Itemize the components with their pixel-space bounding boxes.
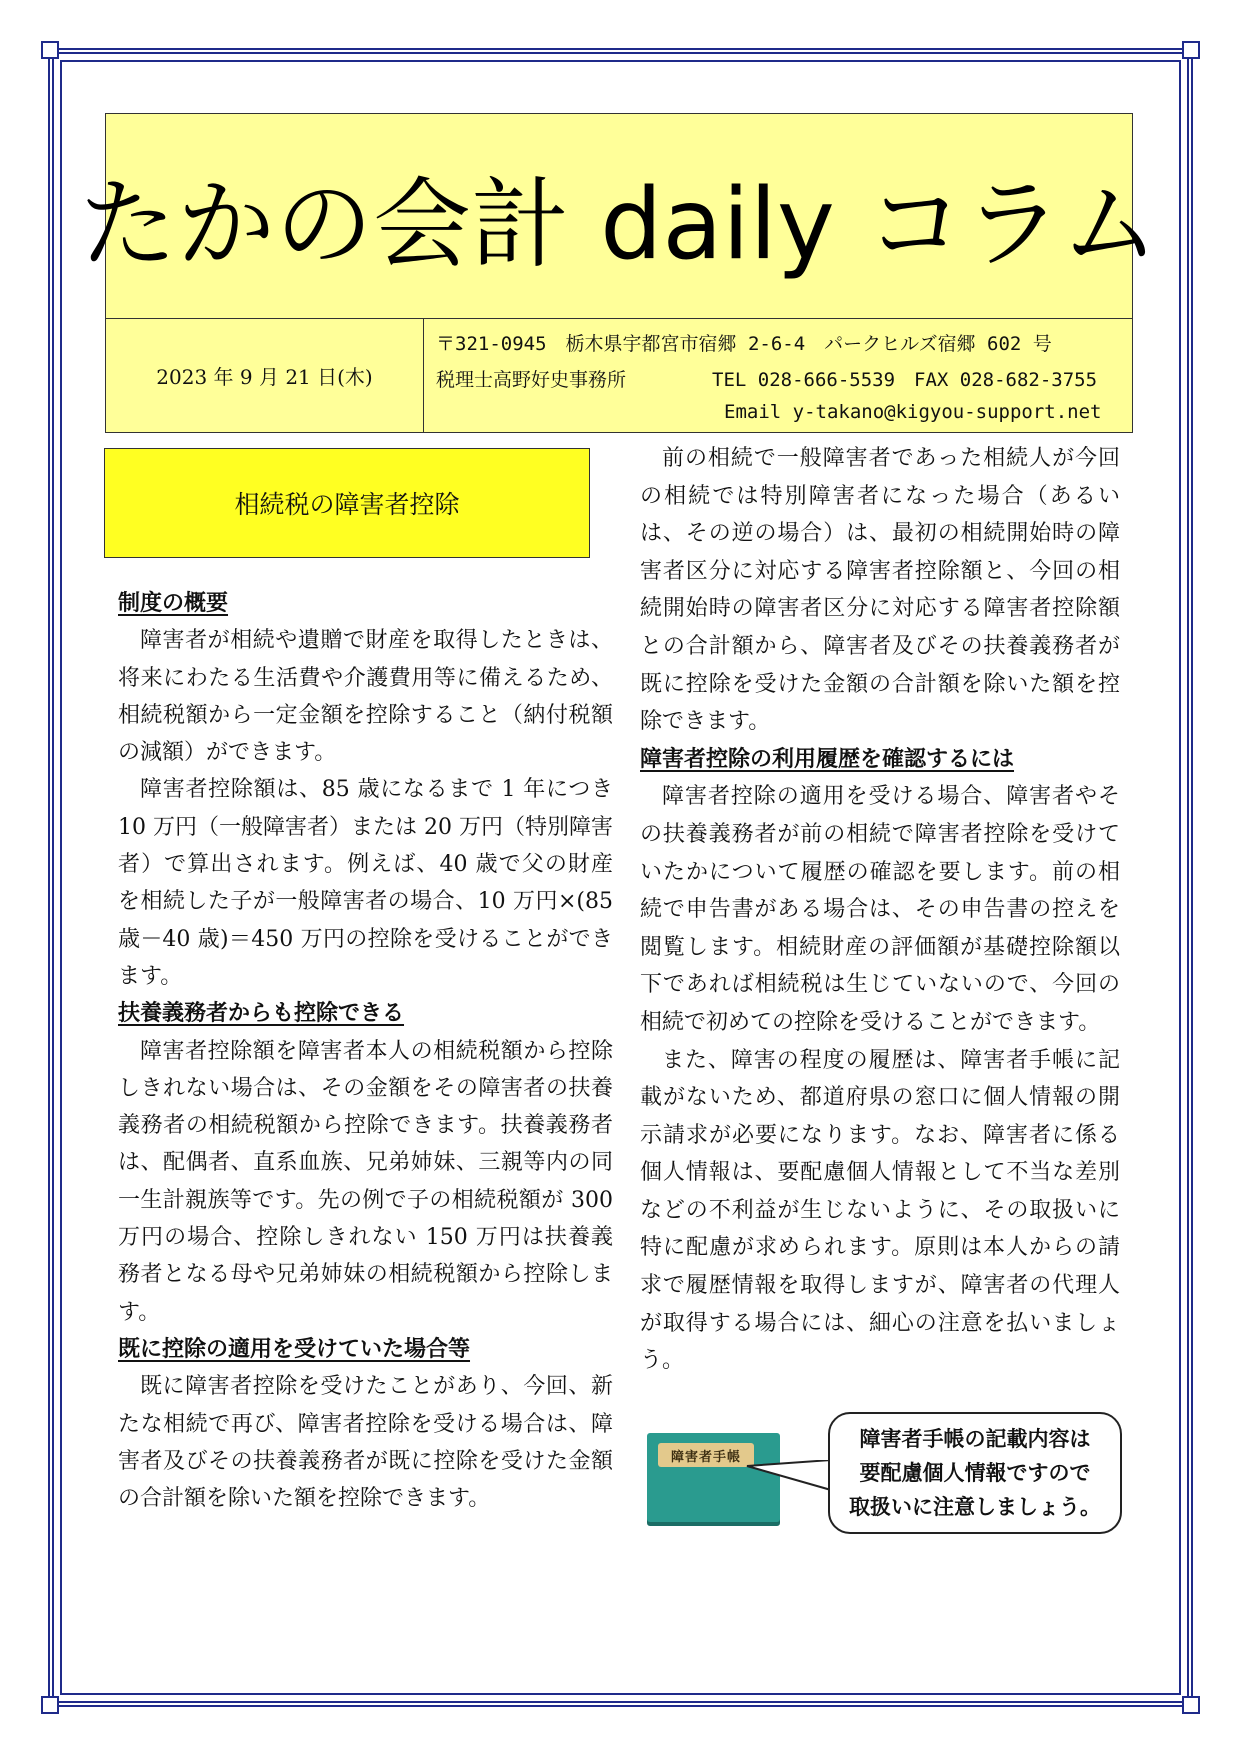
page-title: たかの会計 daily コラム [78, 167, 1160, 282]
border-corner-top-left [41, 41, 59, 59]
speech-bubble [828, 1412, 1122, 1534]
paragraph: 障害者控除額は、85 歳になるまで 1 年につき 10 万円（一般障害者）または 20 万円（特別障害者）で算出されます。例えば、40 歳で父の財産を相続した子が一般障害者の場合、10 万円×(85 歳－40 歳)＝450 万円の控除を受けることができます。 [118, 777, 613, 989]
paragraph: また、障害の程度の履歴は、障害者手帳に記載がないため、都道府県の窓口に個人情報の開示請求が必要になります。なお、障害者に係る個人情報は、要配慮個人情報として不当な差別などの不利益が生じないように、その取扱いに特に配慮が求められます。原則は本人からの請求で履歴情報を取得しますが、障害者の代理人が取得する場合には、細心の注意を払いましょう。 [640, 1047, 1120, 1374]
handbook-label: 障害者手帳 [658, 1443, 754, 1467]
paragraph: 前の相続で一般障害者であった相続人が今回の相続では特別障害者になった場合（あるいは、その逆の場合）は、最初の相続開始時の障害者区分に対応する障害者控除額と、今回の相続開始時の障害者区分に対応する障害者控除額との合計額から、障害者及びその扶養義務者が既に控除を受けた金額の合計額を除いた額を控除できます。 [640, 446, 1120, 735]
right-column [640, 440, 1120, 1380]
speech-bubble-tail-icon [745, 1460, 835, 1500]
section-heading: 既に控除の適用を受けていた場合等 [118, 1335, 471, 1362]
paragraph: 障害者控除の適用を受ける場合、障害者やその扶養義務者が前の相続で障害者控除を受けていたかについて履歴の確認を要します。前の相続で申告書がある場合は、その申告書の控えを閲覧します。相続財産の評価額が基礎控除額以下であれば相続税は生じていないので、今回の相続で初めての控除を受けることができます。 [640, 784, 1120, 1035]
office-info [424, 319, 1132, 432]
left-column [118, 585, 613, 1517]
section-heading: 制度の概要 [118, 590, 229, 616]
bubble-line: 要配慮個人情報ですので [859, 1461, 1091, 1485]
masthead [78, 113, 1160, 433]
office-name: 税理士高野好史事務所 [436, 369, 627, 391]
border-corner-bottom-left [41, 1696, 59, 1714]
paragraph: 既に障害者控除を受けたことがあり、今回、新たな相続で再び、障害者控除を受ける場合は、障害者及びその扶養義務者が既に控除を受けた金額の合計額を除いた額を控除できます。 [118, 1374, 613, 1512]
issue-date: 2023 年 9 月 21 日(木) [106, 319, 424, 432]
border-corner-bottom-right [1182, 1696, 1200, 1714]
section-heading: 扶養義務者からも控除できる [118, 1000, 405, 1027]
paragraph: 障害者が相続や遺贈で財産を取得したときは、将来にわたる生活費や介護費用等に備えるため、相続税額から一定金額を控除すること（納付税額の減額）ができます。 [118, 628, 613, 766]
title-row [78, 114, 1160, 319]
paragraph: 障害者控除額を障害者本人の相続税額から控除しきれない場合は、その金額をその障害者の扶養義務者の相続税額から控除できます。扶養義務者は、配偶者、直系血族、兄弟姉妹、三親等内の同一生計親族等です。先の例で子の相続税額が 300 万円の場合、控除しきれない 150 万円は扶養義務者となる母や兄弟姉妹の相続税額から控除します。 [118, 1038, 613, 1325]
office-email: Email y-takano@kigyou-support.net [724, 401, 1102, 423]
office-phone: TEL 028-666-5539 FAX 028-682-3755 [712, 369, 1098, 391]
office-address: 〒321-0945 栃木県宇都宮市宿郷 2-6-4 パークヒルズ宿郷 602 号 [436, 333, 1052, 355]
bubble-line: 取扱いに注意しましょう。 [849, 1495, 1101, 1519]
topic-text: 相続税の障害者控除 [234, 490, 460, 519]
topic-heading [104, 448, 590, 558]
bubble-line: 障害者手帳の記載内容は [859, 1427, 1091, 1451]
section-heading: 障害者控除の利用履歴を確認するには [640, 745, 1015, 772]
border-corner-top-right [1182, 41, 1200, 59]
